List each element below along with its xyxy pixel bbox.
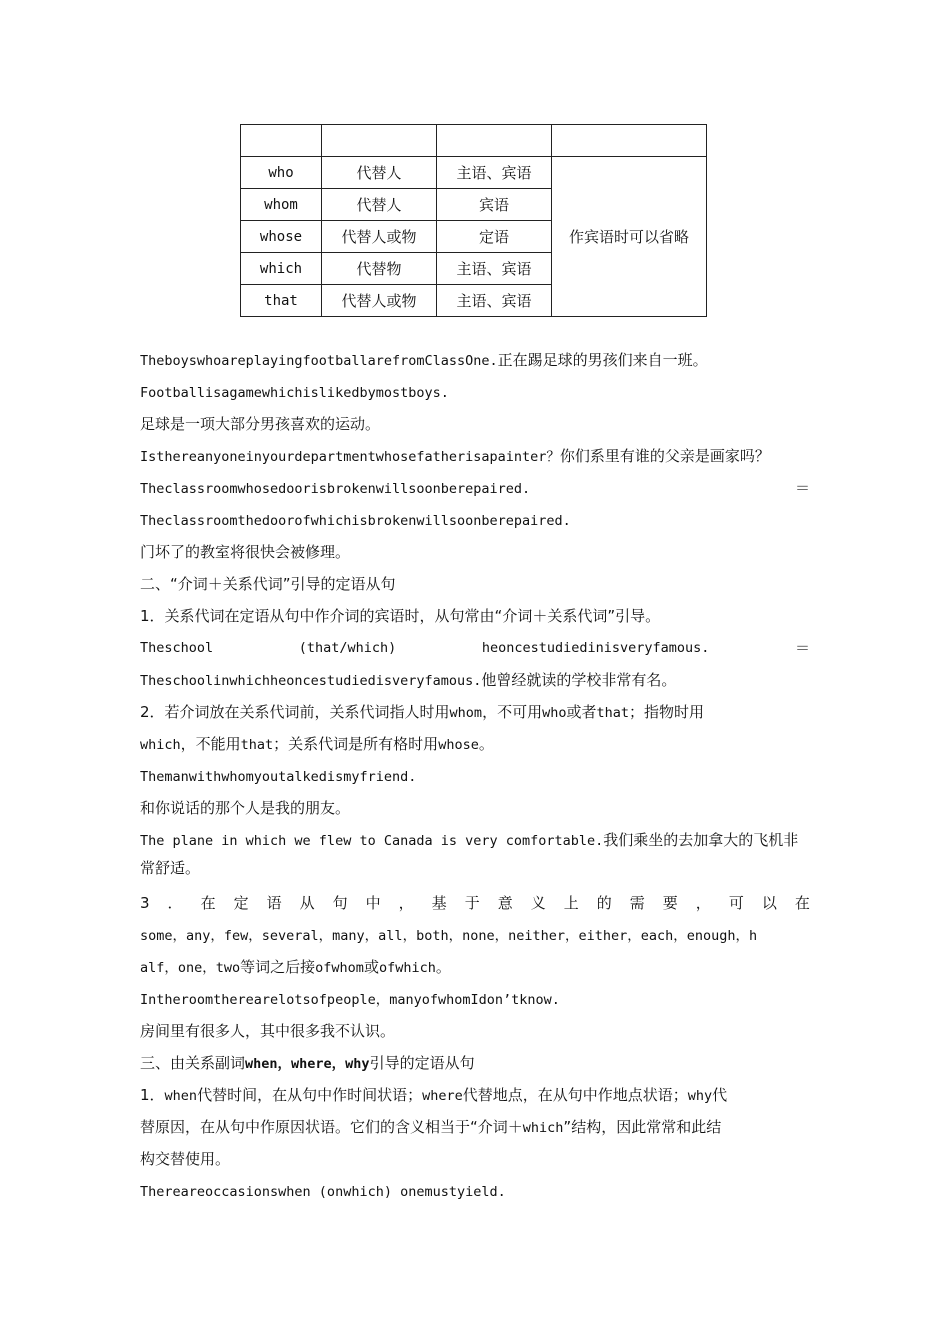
header-cell [241, 125, 322, 157]
rule-text: 代替地点，在从句中作地点状语； [462, 1086, 688, 1104]
rule-text: ；指物时用 [629, 703, 705, 721]
reference-cell: 代替人或物 [322, 285, 437, 317]
spaced-char: 基 [431, 894, 447, 912]
keyword: ofwhich [378, 960, 436, 976]
equals-sign: ＝ [794, 479, 810, 497]
keyword: whose [438, 737, 479, 753]
pronoun-cell: who [241, 157, 322, 189]
keyword: which [522, 1120, 564, 1136]
example-line [140, 1181, 810, 1202]
spaced-char: 于 [464, 894, 480, 912]
rule-line [140, 1085, 810, 1106]
pronoun-cell: that [241, 285, 322, 317]
rule-text: 代替时间，在从句中作时间状语； [197, 1086, 423, 1104]
rule-text: ，不可用 [482, 703, 543, 721]
english-sentence: Themanwithwhomyoutalkedismyfriend. [140, 769, 417, 785]
chinese-translation: 门坏了的教室将很快会被修理。 [140, 543, 351, 561]
chinese-translation: 他曾经就读的学校非常有名。 [481, 671, 677, 689]
chinese-translation: 你们系里有谁的父亲是画家吗？ [559, 447, 770, 465]
table-header-row [241, 125, 707, 157]
spaced-char: 在 [200, 894, 216, 912]
word-list: alf，one，two [140, 960, 241, 976]
example-line [140, 989, 810, 1010]
english-fragment: Theschool [140, 640, 214, 656]
role-cell: 主语、宾语 [437, 253, 552, 285]
spaced-char: ． [167, 894, 183, 912]
english-fragment: (that/which) [298, 640, 397, 656]
english-sentence: Theclassroomwhosedoorisbrokenwillsoonberepaired. [140, 481, 531, 497]
pronoun-cell: whose [241, 221, 322, 253]
rule-line [140, 1117, 810, 1138]
keyword: who [542, 705, 567, 721]
rule-text: ”结构，因此常常和此结 [563, 1118, 722, 1136]
rule-text: 。 [435, 958, 451, 976]
reference-cell: 代替物 [322, 253, 437, 285]
spaced-char: ， [695, 894, 711, 912]
english-sentence: Theschoolinwhichheoncestudiedisveryfamous. [140, 673, 482, 689]
rule-text: 等词之后接 [240, 958, 316, 976]
rule-line-justified [140, 893, 810, 913]
keyword: when，where，why [245, 1056, 370, 1072]
english-sentence: The plane in which we flew to Canada is very comfortable. [140, 833, 604, 849]
translation-line [140, 858, 810, 878]
spaced-char: 可 [728, 894, 744, 912]
rule-line [140, 734, 810, 755]
header-cell [322, 125, 437, 157]
spaced-char: 在 [794, 894, 810, 912]
keyword: whom [449, 705, 483, 721]
spaced-char: 上 [563, 894, 579, 912]
reference-cell: 代替人 [322, 189, 437, 221]
spaced-char: 意 [497, 894, 513, 912]
english-sentence: Isthereanyoneinyourdepartmentwhosefatherisapainter？ [140, 449, 560, 465]
keyword: that [240, 737, 274, 753]
rule-text: 1．关系代词在定语从句中作介词的宾语时，从句常由“介词＋关系代词”引导。 [140, 607, 661, 625]
equals-sign: ＝ [794, 639, 810, 657]
chinese-translation: 我们乘坐的去加拿大的飞机非 [603, 831, 799, 849]
english-sentence: Intheroomtherearelotsofpeople，manyofwhomIdon’tknow. [140, 992, 560, 1008]
section-heading [140, 574, 810, 594]
reference-cell: 代替人 [322, 157, 437, 189]
english-sentence: Footballisagamewhichislikedbymostboys. [140, 385, 449, 401]
table-row [241, 157, 707, 189]
english-sentence: Thereareoccasionswhen (onwhich) onemustyield. [140, 1184, 506, 1200]
spaced-char: 语 [266, 894, 282, 912]
spaced-char: 要 [662, 894, 678, 912]
rule-text: 替原因，在从句中作原因状语。它们的含义相当于“介词＋ [140, 1118, 523, 1136]
section-heading-text: 二、“介词＋关系代词”引导的定语从句 [140, 575, 396, 593]
english-sentence: Theclassroomthedoorofwhichisbrokenwillsoonberepaired. [140, 513, 571, 529]
section-heading [140, 1053, 810, 1074]
rule-text: ，不能用 [180, 735, 241, 753]
translation-line [140, 1021, 810, 1041]
section-heading-text: 引导的定语从句 [369, 1054, 475, 1072]
example-line [140, 446, 810, 467]
word-list: some，any，few，several，many，all，both，none，neither，either，each，enough，h [140, 928, 758, 944]
pronoun-cell: whom [241, 189, 322, 221]
spaced-char: 3 [140, 894, 150, 912]
keyword: ofwhom [315, 960, 364, 976]
rule-text: 代 [712, 1086, 728, 1104]
rule-text: 构交替使用。 [140, 1150, 231, 1168]
rule-line [140, 1149, 810, 1169]
rule-text: 2．若介词放在关系代词前，关系代词指人时用 [140, 703, 450, 721]
keyword: that [596, 705, 629, 721]
section-heading-text: 三、由关系副词 [140, 1054, 246, 1072]
spaced-char: 的 [596, 894, 612, 912]
keyword: which [140, 737, 181, 753]
reference-cell: 代替人或物 [322, 221, 437, 253]
rule-line [140, 606, 810, 626]
chinese-translation: 正在踢足球的男孩们来自一班。 [497, 351, 708, 369]
example-line [140, 478, 810, 499]
example-line [140, 350, 810, 371]
pronoun-cell: which [241, 253, 322, 285]
role-cell: 宾语 [437, 189, 552, 221]
rule-text: 。 [478, 735, 494, 753]
rule-text: ；关系代词是所有格时用 [273, 735, 439, 753]
header-cell [552, 125, 707, 157]
spaced-char: 中 [365, 894, 381, 912]
rule-line [140, 957, 810, 978]
chinese-translation: 和你说话的那个人是我的朋友。 [140, 799, 351, 817]
relative-pronoun-table [240, 124, 707, 317]
rule-text: 或者 [566, 703, 597, 721]
example-line [140, 830, 810, 851]
example-line [140, 382, 810, 403]
spaced-char: 需 [629, 894, 645, 912]
keyword: why [687, 1088, 713, 1104]
spaced-char: 义 [530, 894, 546, 912]
translation-line [140, 414, 810, 434]
rule-line [140, 702, 810, 723]
example-line [140, 766, 810, 787]
header-cell [437, 125, 552, 157]
example-line [140, 510, 810, 531]
spaced-char: 以 [761, 894, 777, 912]
role-cell: 主语、宾语 [437, 285, 552, 317]
role-cell: 主语、宾语 [437, 157, 552, 189]
role-cell: 定语 [437, 221, 552, 253]
chinese-translation: 足球是一项大部分男孩喜欢的运动。 [140, 415, 381, 433]
spaced-char: 从 [299, 894, 315, 912]
spaced-char: 句 [332, 894, 348, 912]
example-line [140, 638, 810, 658]
chinese-translation: 常舒适。 [140, 859, 201, 877]
keyword: where [422, 1088, 463, 1104]
translation-line [140, 542, 810, 562]
note-cell: 作宾语时可以省略 [552, 157, 707, 317]
rule-text: 1． [140, 1086, 165, 1104]
english-sentence: TheboyswhoareplayingfootballarefromClassOne. [140, 353, 498, 369]
keyword: when [164, 1088, 198, 1104]
word-list-line [140, 925, 810, 946]
translation-line [140, 798, 810, 818]
spaced-char: 定 [233, 894, 249, 912]
english-fragment: heoncestudiedinisveryfamous. [481, 640, 710, 656]
rule-text: 或 [363, 958, 379, 976]
spaced-char: ， [398, 894, 414, 912]
example-line [140, 670, 810, 691]
chinese-translation: 房间里有很多人，其中很多我不认识。 [140, 1022, 396, 1040]
